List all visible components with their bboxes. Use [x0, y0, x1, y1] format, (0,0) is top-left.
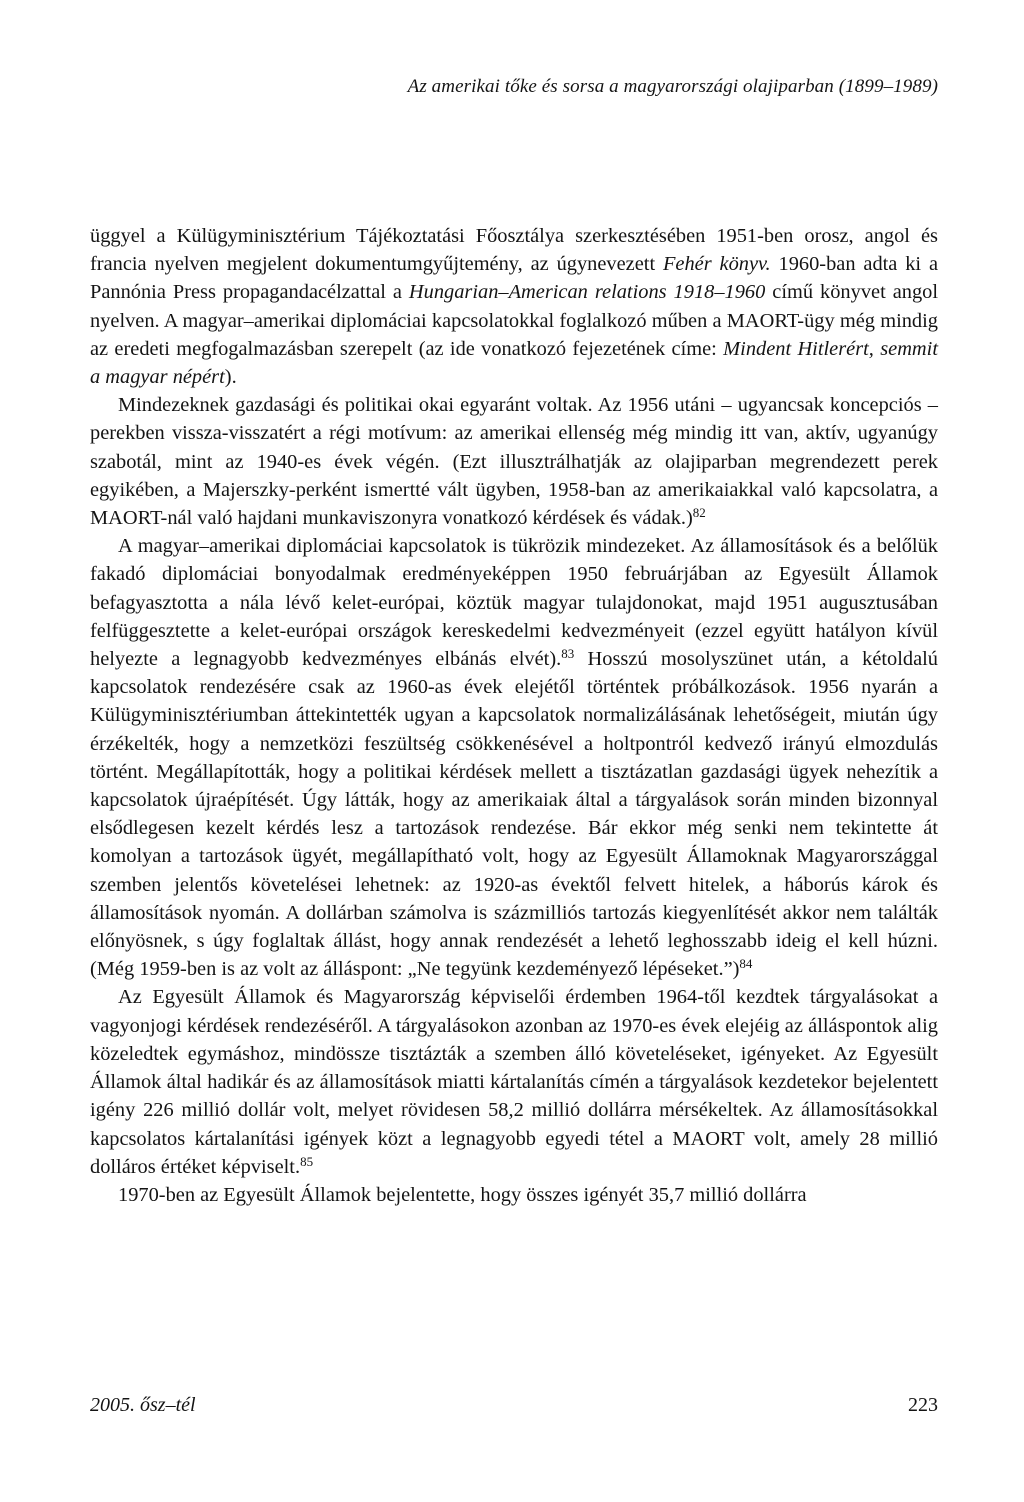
paragraph: A magyar–amerikai diplomáciai kapcsolatok is tükrözik mindezeket. Az államosítások és a belőlük fakadó diplomáciai bonyodalmak eredményeképpen 1950 februárjában az Egyesült Államok befagyasztotta a nála lévő kelet-európai, köztük magyar tulajdonokat, majd 1951 augusztusában felfüggesztette a kelet-európai országok kereskedelmi kedvezményeit (ezzel együtt hatályon kívül helyezte a legnagyobb kedvezményes elbánás elvét).$^{83}$ Hosszú mosolyszünet után, a kétoldalú kapcsolatok rendezésére csak az 1960-as évek elejétől történtek próbálkozások. 1956 nyarán a Külügyminisztériumban áttekintették ugyan a kapcsolatok normalizálásának lehetőségeit, miután úgy érzékelték, hogy a nemzetközi feszültség csökkenésével a holtpontról kedvező irányú elmozdulás történt. Megállapították, hogy a politikai kérdések mellett a tisztázatlan gazdasági ügyek nehezítik a kapcsolatok újraépítését. Úgy látták, hogy az amerikaiak által a tárgyalások során minden bizonnyal elsődlegesen kezelt kérdés lesz a tartozások rendezése. Bár ekkor még senki nem tekintette át komolyan a tartozások ügyét, megállapítható volt, hogy az Egyesült Államoknak Magyarországgal szemben jelentős követelései lehetnek: az 1920-as évektől felvett hitelek, a háborús károk és államosítások nyomán. A dollárban számolva is százmilliós tartozás kiegyenlítését akkor nem találták előnyösnek, s úgy foglaltak állást, hogy annak rendezését a lehető leghosszabb ideig el kell húzni. (Még 1959-ben is az volt az álláspont: „Ne tegyünk kezdeményező lépéseket.”)$^{84}$ [90, 535, 939, 981]
footnote-ref: 85 [300, 1153, 314, 1169]
footnote-ref: 84 [739, 956, 753, 972]
paragraph: üggyel a Külügyminisztérium Tájékoztatási Főosztálya szerkesztésében 1951-ben orosz, angol és francia nyelven megjelent dokumentumgyűjtemény, az úgynevezett Fehér könyv. 1960-ban adta ki a Pannónia Press propagandacélzattal a Hungarian–American relations 1918–1960 című könyvet angol nyelven. A magyar–amerikai diplomáciai kapcsolatokkal foglalkozó műben a MAORT-ügy még mindig az eredeti megfogalmazásban szerepelt (az ide vonatkozó fejezetének címe: Mindent Hitlerért, semmit a magyar népért). [90, 225, 939, 389]
book-title: Fehér könyv. [662, 253, 771, 276]
running-title: Az amerikai tőke és sorsa a magyarországi olajiparban (1899–1989) [407, 76, 938, 97]
footnote-ref: 82 [692, 505, 706, 521]
body-text [90, 222, 938, 1209]
footnote-ref: 83 [561, 646, 575, 662]
chapter-title: Mindent Hitlerért, semmit a magyar népért [90, 337, 938, 389]
paragraph: 1970-ben az Egyesült Államok bejelentette, hogy összes igényét 35,7 millió dollárra [118, 1183, 807, 1206]
paragraph: Mindezeknek gazdasági és politikai okai egyaránt voltak. Az 1956 utáni – ugyancsak koncepciós – perekben vissza-visszatért a régi motívum: az amerikai ellenség még mindig itt van, aktív, ugyanúgy szabotál, mint az 1940-es évek végén. (Ezt illusztrálhatják az olajiparban megrendezett perek egyikében, a Majerszky-perként ismertté vált ügyben, 1958-ban az amerikaiakkal való kapcsolatra, a MAORT-nál való hajdani munkaviszonyra vonatkozó kérdések és vádak.)$^{82}$ [90, 394, 938, 530]
paragraph: Az Egyesült Államok és Magyarország képviselői érdemben 1964-től kezdtek tárgyalásokat a vagyonjogi kérdések rendezéséről. A tárgyalásokon azonban az 1970-es évek elejéig az álláspontok alig közeledtek egymáshoz, mindössze tisztázták a szemben álló követeléseket, igényeket. Az Egyesült Államok által hadikár és az államosítások miatti kártalanítás címén a tárgyalások kezdetekor bejelentett igény 226 millió dollár volt, melyet rövidesen 58,2 millió dollárra mérsékeltek. Az államosításokkal kapcsolatos kártalanítási igények közt a legnagyobb egyedi tétel a MAORT volt, amely 28 millió dolláros értéket képviselt.$^{85}$ [90, 986, 938, 1178]
page-footer [90, 1394, 938, 1424]
book-title: Hungarian–American relations 1918–1960 [408, 281, 766, 304]
page-number: 223 [908, 1394, 938, 1416]
issue-label: 2005. ősz–tél [90, 1394, 196, 1416]
